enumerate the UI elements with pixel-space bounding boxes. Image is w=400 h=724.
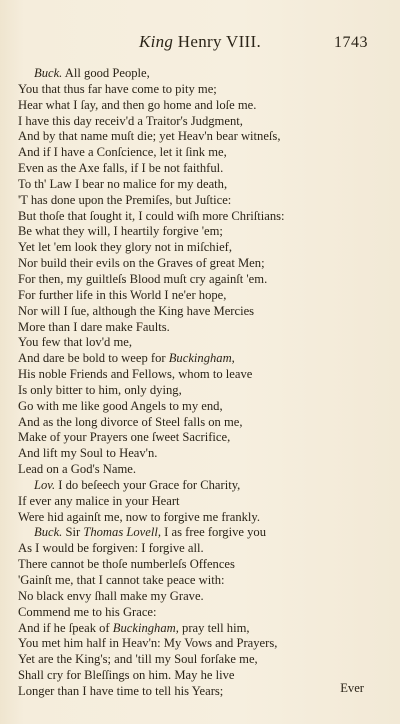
line-text: Be what they will, I heartily forgive 'em; bbox=[18, 224, 223, 239]
verse-line bbox=[18, 446, 390, 462]
speaker-name: Buck. bbox=[34, 66, 63, 80]
verse-line bbox=[18, 605, 390, 621]
catchword: Ever bbox=[340, 681, 364, 695]
verse-line bbox=[18, 621, 390, 637]
verse-line bbox=[18, 66, 390, 82]
verse-line bbox=[18, 129, 390, 145]
speaker-name: Buck. bbox=[34, 525, 63, 540]
line-text: Shall cry for Bleſſings on him. May he live bbox=[18, 668, 235, 683]
verse-line bbox=[18, 525, 390, 541]
verse-line bbox=[18, 114, 390, 130]
running-title-roman: Henry VIII. bbox=[177, 32, 262, 51]
italic-name: Buckingham, bbox=[168, 351, 235, 366]
line-text: I as free forgive you bbox=[161, 525, 267, 540]
line-text: You that thus far have come to pity me; bbox=[18, 81, 217, 96]
verse-line bbox=[18, 335, 390, 351]
line-text: If ever any malice in your Heart bbox=[18, 493, 180, 508]
verse-line bbox=[18, 494, 390, 510]
verse-line bbox=[18, 415, 390, 431]
line-text: For further life in this World I ne'er hope, bbox=[18, 287, 227, 302]
verse-line bbox=[18, 272, 390, 288]
verse-line bbox=[18, 589, 390, 605]
verse-line bbox=[18, 82, 390, 98]
line-text: Lead on a God's Name. bbox=[18, 462, 137, 477]
line-text: And as the long divorce of Steel falls on me, bbox=[18, 414, 243, 429]
line-text: And if he ſpeak of bbox=[18, 620, 113, 635]
italic-name: Buckingham, bbox=[112, 620, 179, 635]
verse-line bbox=[18, 240, 390, 256]
line-text: There cannot be thoſe numberleſs Offences bbox=[18, 557, 235, 572]
line-text: Hear what I ſay, and then go home and loſe me. bbox=[18, 97, 257, 112]
line-text: More than I dare make Faults. bbox=[18, 319, 170, 334]
speaker-name: Lov. bbox=[34, 477, 56, 492]
line-text: Were hid againſt me, now to forgive me frankly. bbox=[18, 509, 261, 524]
line-text: And by that name muſt die; yet Heav'n bear witneſs, bbox=[18, 129, 281, 144]
line-text: You few that lov'd me, bbox=[18, 335, 132, 350]
verse-line bbox=[18, 98, 390, 114]
line-text: Longer than I have time to tell his Years; bbox=[18, 683, 224, 698]
verse-line bbox=[18, 684, 390, 700]
line-text: To th' Law I bear no malice for my death, bbox=[18, 176, 228, 191]
line-text: Make of your Prayers one ſweet Sacrifice, bbox=[18, 430, 231, 445]
verse-line bbox=[18, 399, 390, 415]
verse-line bbox=[18, 430, 390, 446]
line-text: Go with me like good Angels to my end, bbox=[18, 398, 223, 413]
verse-line bbox=[18, 209, 390, 225]
line-text: And if I have a Conſcience, let it ſink me, bbox=[18, 145, 227, 160]
italic-name: Thomas Lovell, bbox=[83, 525, 161, 540]
line-text: 'Gainſt me, that I cannot take peace with: bbox=[18, 573, 225, 587]
line-text: And lift my Soul to Heav'n. bbox=[18, 446, 158, 461]
line-text: Nor will I ſue, although the King have Mercies bbox=[18, 303, 255, 318]
verse-line bbox=[18, 652, 390, 668]
line-text: But thoſe that ſought it, I could wiſh more Chriſtians: bbox=[18, 208, 285, 223]
line-text: No black envy ſhall make my Grave. bbox=[18, 588, 204, 603]
verse-line bbox=[18, 256, 390, 272]
line-text: Commend me to his Grace: bbox=[18, 604, 157, 619]
verse-line bbox=[18, 193, 390, 209]
verse-line bbox=[18, 161, 390, 177]
line-text: 'T has done upon the Premiſes, but Juſtice: bbox=[18, 192, 232, 207]
line-text: And dare be bold to weep for bbox=[18, 351, 169, 366]
line-text: All good People, bbox=[62, 66, 150, 80]
verse-line bbox=[18, 177, 390, 193]
verse-line bbox=[18, 351, 390, 367]
verse-line bbox=[18, 636, 390, 652]
verse-line bbox=[18, 288, 390, 304]
page-header bbox=[0, 32, 400, 56]
verse-line bbox=[18, 478, 390, 494]
line-text: Is only bitter to him, only dying, bbox=[18, 382, 182, 397]
verse-line bbox=[18, 541, 390, 557]
line-text: For then, my guiltleſs Blood muſt cry againſt 'em. bbox=[18, 271, 268, 286]
line-text: Sir bbox=[62, 525, 84, 540]
verse-line bbox=[18, 145, 390, 161]
line-text: Yet let 'em look they glory not in miſchief, bbox=[18, 240, 233, 255]
verse-line bbox=[18, 510, 390, 526]
line-text: I have this day receiv'd a Traitor's Judgment, bbox=[18, 113, 243, 128]
verse-line bbox=[18, 367, 390, 383]
verse-line bbox=[18, 462, 390, 478]
verse-line bbox=[18, 668, 390, 684]
line-text: Nor build their evils on the Graves of great Men; bbox=[18, 256, 265, 271]
verse-line bbox=[18, 383, 390, 399]
line-text: Even as the Axe falls, if I be not faithful. bbox=[18, 161, 224, 176]
page-number: 1743 bbox=[334, 34, 368, 51]
verse-text bbox=[18, 66, 390, 700]
line-text: His noble Friends and Fellows, whom to leave bbox=[18, 367, 253, 382]
verse-line bbox=[18, 224, 390, 240]
line-text: Yet are the King's; and 'till my Soul forſake me, bbox=[18, 652, 258, 667]
running-title-italic: King bbox=[138, 32, 174, 51]
line-text: pray tell him, bbox=[178, 620, 250, 635]
verse-line bbox=[18, 557, 390, 573]
verse-line bbox=[18, 573, 390, 589]
line-text: I do beſeech your Grace for Charity, bbox=[55, 477, 241, 492]
verse-line bbox=[18, 304, 390, 320]
verse-line bbox=[18, 320, 390, 336]
line-text: You met him half in Heav'n: My Vows and Prayers, bbox=[18, 636, 278, 651]
line-text: As I would be forgiven: I forgive all. bbox=[18, 541, 204, 556]
